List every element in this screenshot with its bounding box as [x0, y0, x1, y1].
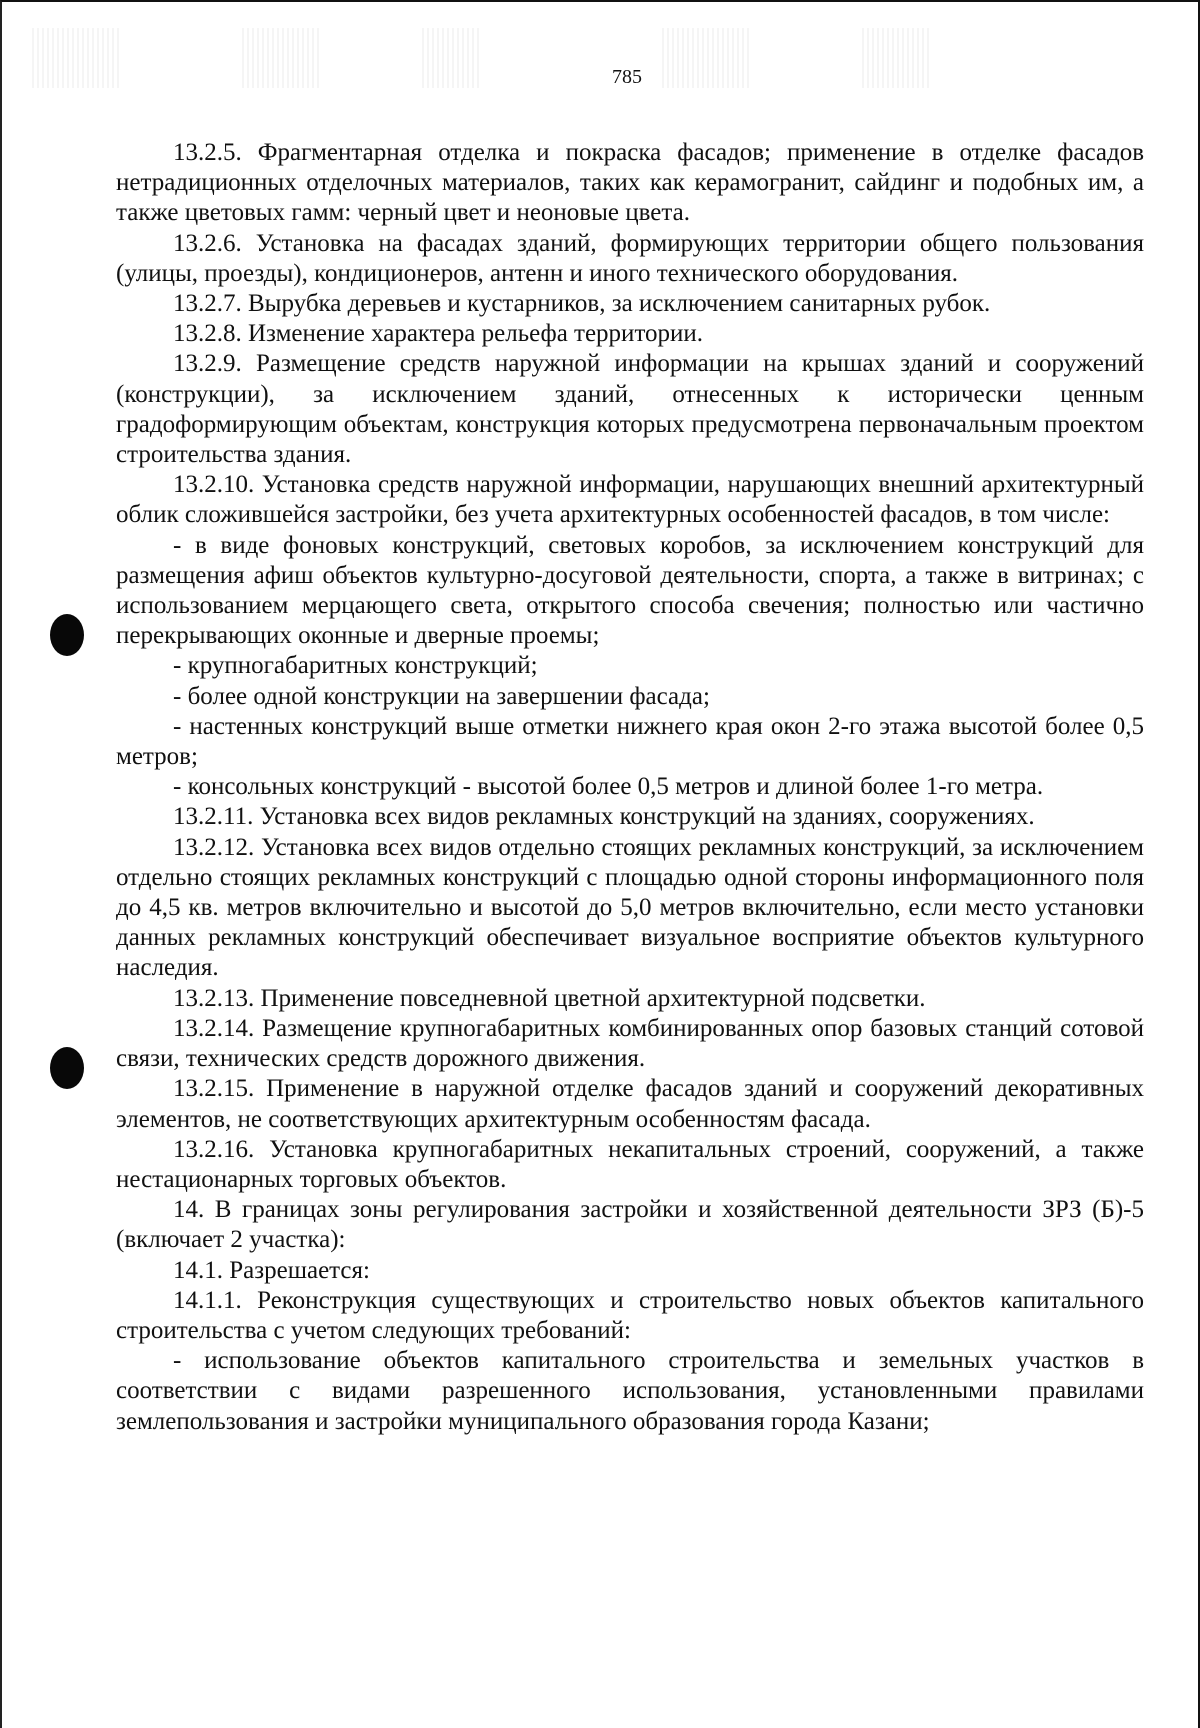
paragraph-14-1-1: 14.1.1. Реконструкция существующих и строительство новых объектов капитального строительства с учетом следующих требований: [116, 1286, 1144, 1344]
list-item-large-structures: - крупногабаритных конструкций; [173, 652, 538, 680]
paragraph-14-1: 14.1. Разрешается: [173, 1256, 370, 1284]
list-item-facade-top: - более одной конструкции на завершении фасада; [173, 682, 710, 710]
page-number: 785 [612, 66, 642, 88]
paragraph-13-2-11: 13.2.11. Установка всех видов рекламных конструкций на зданиях, сооружениях. [173, 803, 1035, 831]
punch-hole [50, 1047, 84, 1089]
document-body [116, 138, 1144, 1437]
paragraph-13-2-7: 13.2.7. Вырубка деревьев и кустарников, за исключением санитарных рубок. [173, 290, 991, 318]
punch-hole [50, 614, 84, 656]
paragraph-13-2-9: 13.2.9. Размещение средств наружной информации на крышах зданий и сооружений (конструкции), за исключением зданий, отнесенных к исторически ценным градоформирующим объектам, конструкция которых предусмотрена первоначальным проектом строительства здания. [116, 350, 1144, 469]
paragraph-13-2-14: 13.2.14. Размещение крупногабаритных комбинированных опор базовых станций сотовой связи, технических средств дорожного движения. [116, 1014, 1144, 1073]
paragraph-13-2-6: 13.2.6. Установка на фасадах зданий, формирующих территории общего пользования (улицы, проезды), кондиционеров, антенн и иного технического оборудования. [116, 229, 1144, 287]
list-item-wall-structures: - настенных конструкций выше отметки нижнего края окон 2-го этажа высотой более 0,5 метров; [116, 712, 1144, 771]
paragraph-13-2-15: 13.2.15. Применение в наружной отделке фасадов зданий и сооружений декоративных элементов, не соответствующих архитектурным особенностям фасада. [116, 1075, 1144, 1133]
list-item-background-structures: - в виде фоновых конструкций, световых коробов, за исключением конструкций для размещения афиш объектов культурно-досуговой деятельности, спорта, а также в витринах; с использованием мерцающего света, открытого способа свечения; полностью или частично перекрывающих оконные и дверные проемы; [116, 531, 1144, 650]
paragraph-13-2-10: 13.2.10. Установка средств наружной информации, нарушающих внешний архитектурный облик сложившейся застройки, без учета архитектурных особенностей фасадов, в том числе: [116, 471, 1144, 529]
paragraph-13-2-12: 13.2.12. Установка всех видов отдельно стоящих рекламных конструкций, за исключением отдельно стоящих рекламных конструкций с площадью одной стороны информационного поля до 4,5 кв. метров включительно и высотой до 5,0 метров включительно, если место установки данных рекламных конструкций обеспечивает визуальное восприятие объектов культурного наследия. [116, 833, 1144, 982]
paragraph-13-2-16: 13.2.16. Установка крупногабаритных некапитальных строений, сооружений, а также нестационарных торговых объектов. [116, 1135, 1144, 1193]
list-item-land-use: - использование объектов капитального строительства и земельных участков в соответствии с видами разрешенного использования, установленными правилами землепользования и застройки муниципального образования города Казани; [116, 1347, 1144, 1435]
paragraph-13-2-5: 13.2.5. Фрагментарная отделка и покраска фасадов; применение в отделке фасадов нетрадиционных отделочных материалов, таких как керамогранит, сайдинг и подобных им, а также цветовых гамм: черный цвет и неоновые цвета. [116, 139, 1144, 227]
paragraph-13-2-13: 13.2.13. Применение повседневной цветной архитектурной подсветки. [173, 984, 926, 1012]
paragraph-13-2-8: 13.2.8. Изменение характера рельефа территории. [173, 320, 704, 348]
paragraph-14: 14. В границах зоны регулирования застройки и хозяйственной деятельности ЗРЗ (Б)-5 (включает 2 участка): [116, 1196, 1144, 1254]
list-item-console-structures: - консольных конструкций - высотой более 0,5 метров и длиной более 1-го метра. [173, 773, 1044, 801]
